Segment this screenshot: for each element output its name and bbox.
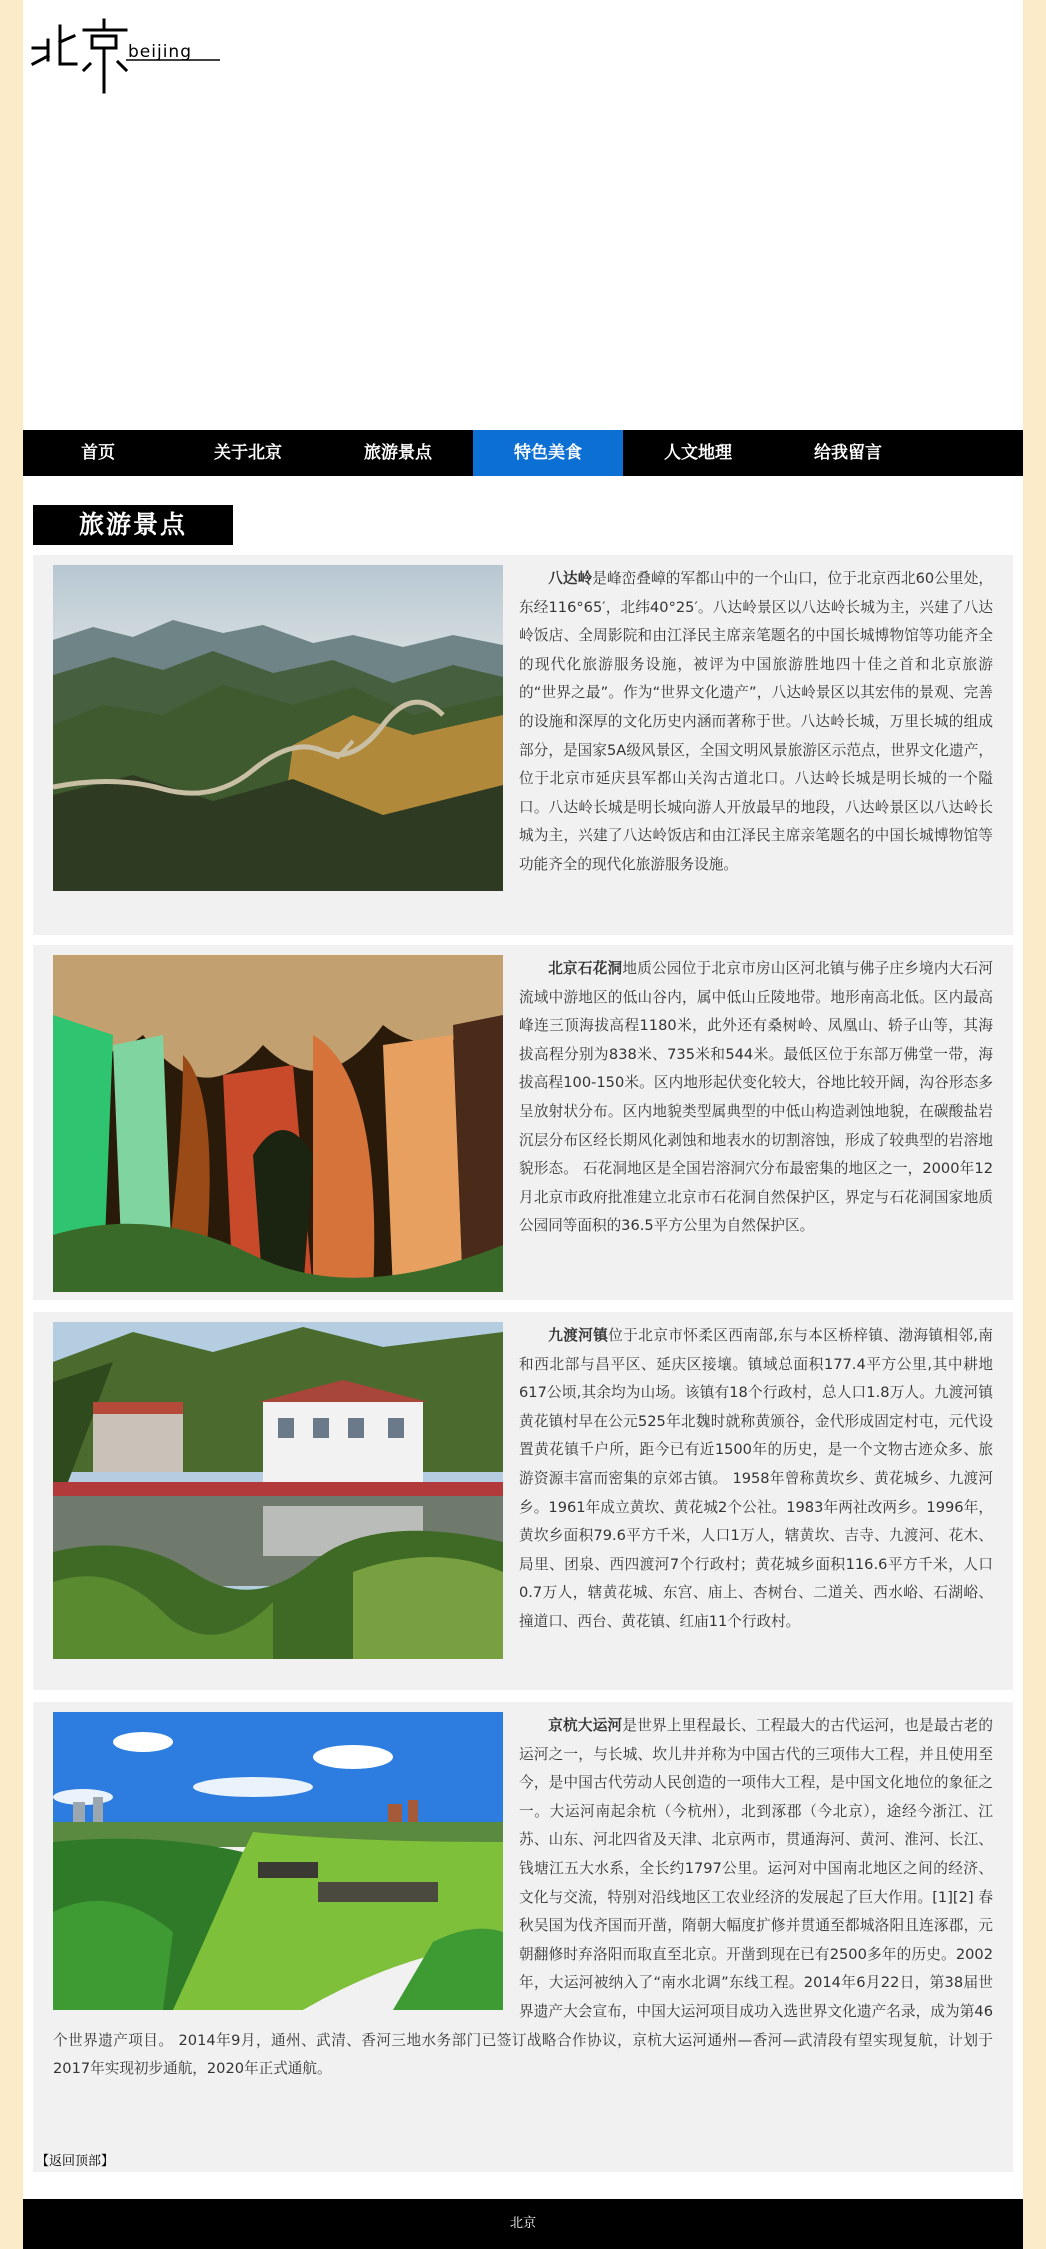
attraction-name: 八达岭 [548, 570, 593, 587]
canal-photo [53, 1712, 503, 2010]
footer-text: 北京 [509, 2216, 536, 2231]
attraction-description: 是峰峦叠嶂的军都山中的一个山口，位于北京西北60公里处，东经116°65′，北纬40°25′。八达岭景区以八达岭长城为主，兴建了八达岭饭店、全周影院和由江泽民主席亲笔题名的中国长城博物馆等功能齐全的现代化旅游服务设施，被评为中国旅游胜地四十佳之首和北京旅游的“世界之最”。作为“世界文化遗产”，八达岭景区以其宏伟的景观、完善的设施和深厚的文化历史内涵而著称于世。八达岭长城，万里长城的组成部分，是国家5A级风景区，全国文明风景旅游区示范点，世界文化遗产，位于北京市延庆县军都山关沟古道北口。八达岭长城是明长城的一个隘口。八达岭长城是明长城向游人开放最早的地段，八达岭景区以八达岭长城为主，兴建了八达岭饭店和由江泽民主席亲笔题名的中国长城博物馆等功能齐全的现代化旅游服务设施。 [519, 570, 993, 873]
great-wall-photo [53, 565, 503, 891]
village-photo [53, 1322, 503, 1659]
footer [23, 2199, 1023, 2249]
back-to-top-link[interactable]: 【返回顶部】 [36, 2154, 115, 2169]
attraction-description: 位于北京市怀柔区西南部,东与本区桥梓镇、渤海镇相邻,南和西北部与昌平区、延庆区接壤。镇域总面积177.4平方公里,其中耕地617公顷,其余均为山场。该镇有18个行政村，总人口1.8万人。九渡河镇黄花镇村早在公元525年北魏时就称黄颁谷，金代形成固定村屯，元代设置黄花镇千户所，距今已有近1500年的历史，是一个文物古迹众多、旅游资源丰富而密集的京郊古镇。 1958年曾称黄坎乡、黄花城乡、九渡河乡。1961年成立黄坎、黄花城2个公社。1983年两社改两乡。1996年，黄坎乡面积79.6平方千米，人口1万人，辖黄坎、吉寺、九渡河、花木、局里、团泉、西四渡河7个行政村；黄花城乡面积116.6平方千米，人口0.7万人，辖黄花城、东宫、庙上、杏树台、二道关、西水峪、石湖峪、撞道口、西台、黄花镇、红庙11个行政村。 [519, 1327, 993, 1630]
attraction-description: 是世界上里程最长、工程最大的古代运河，也是最古老的运河之一，与长城、坎儿井并称为中国古代的三项伟大工程，并且使用至今，是中国古代劳动人民创造的一项伟大工程，是中国文化地位的象征之一。大运河南起余杭（今杭州），北到涿郡（今北京），途经今浙江、江苏、山东、河北四省及天津、北京两市，贯通海河、黄河、淮河、长江、钱塘江五大水系，全长约1797公里。运河对中国南北地区之间的经济、文化与交流，特别对沿线地区工农业经济的发展起了巨大作用。[1][2] 春秋吴国为伐齐国而开凿，隋朝大幅度扩修并贯通至都城洛阳且连涿郡，元朝翻修时弃洛阳而取直至北京。开凿到现在已有2500多年的历史。2002年，大运河被纳入了“南水北调”东线工程。2014年6月22日，第38届世界遗产大会宣布，中国大运河项目成功入选世界文化遗产名录，成为第46个世界遗产项目。 2014年9月，通州、武清、香河三地水务部门已签订战略合作协议，京杭大运河通州—香河—武清段有望实现复航，计划于2017年实现初步通航，2020年正式通航。 [53, 1717, 993, 2078]
attraction-card-badaling [33, 555, 1013, 935]
attraction-card-grand-canal [33, 1702, 1013, 2172]
cave-photo [53, 955, 503, 1292]
nav-item-food[interactable]: 特色美食 [473, 430, 623, 476]
nav-item-attractions[interactable]: 旅游景点 [364, 443, 432, 463]
attraction-name: 北京石花洞 [548, 960, 623, 977]
attraction-name: 京杭大运河 [548, 1717, 623, 1734]
attraction-card-shihua-cave [33, 945, 1013, 1300]
beijing-logo[interactable] [28, 12, 228, 96]
logo-latin: beijing [128, 42, 192, 62]
section-title: 旅游景点 [33, 505, 233, 545]
nav-item-home[interactable]: 首页 [81, 443, 115, 463]
nav-item-culture-geography[interactable]: 人文地理 [664, 443, 732, 463]
attraction-name: 九渡河镇 [548, 1327, 609, 1344]
main-nav [23, 430, 1023, 476]
attraction-description: 地质公园位于北京市房山区河北镇与佛子庄乡境内大石河流域中游地区的低山谷内，属中低山丘陵地带。地形南高北低。区内最高峰连三顶海拔高程1180米，此外还有桑树岭、凤凰山、轿子山等，其海拔高程分别为838米、735米和544米。最低区位于东部万佛堂一带，海拔高程100-150米。区内地形起伏变化较大，谷地比较开阔，沟谷形态多呈放射状分布。区内地貌类型属典型的中低山构造剥蚀地貌，在碳酸盐岩沉层分布区经长期风化剥蚀和地表水的切割溶蚀，形成了较典型的岩溶地貌形态。 石花洞地区是全国岩溶洞穴分布最密集的地区之一，2000年12月北京市政府批准建立北京市石花洞自然保护区，界定与石花洞国家地质公园同等面积的36.5平方公里为自然保护区。 [519, 960, 993, 1235]
nav-item-guestbook[interactable]: 给我留言 [814, 443, 882, 463]
nav-item-about-beijing[interactable]: 关于北京 [214, 443, 282, 463]
page-container [23, 0, 1023, 2249]
attraction-card-jiuduhe [33, 1312, 1013, 1690]
